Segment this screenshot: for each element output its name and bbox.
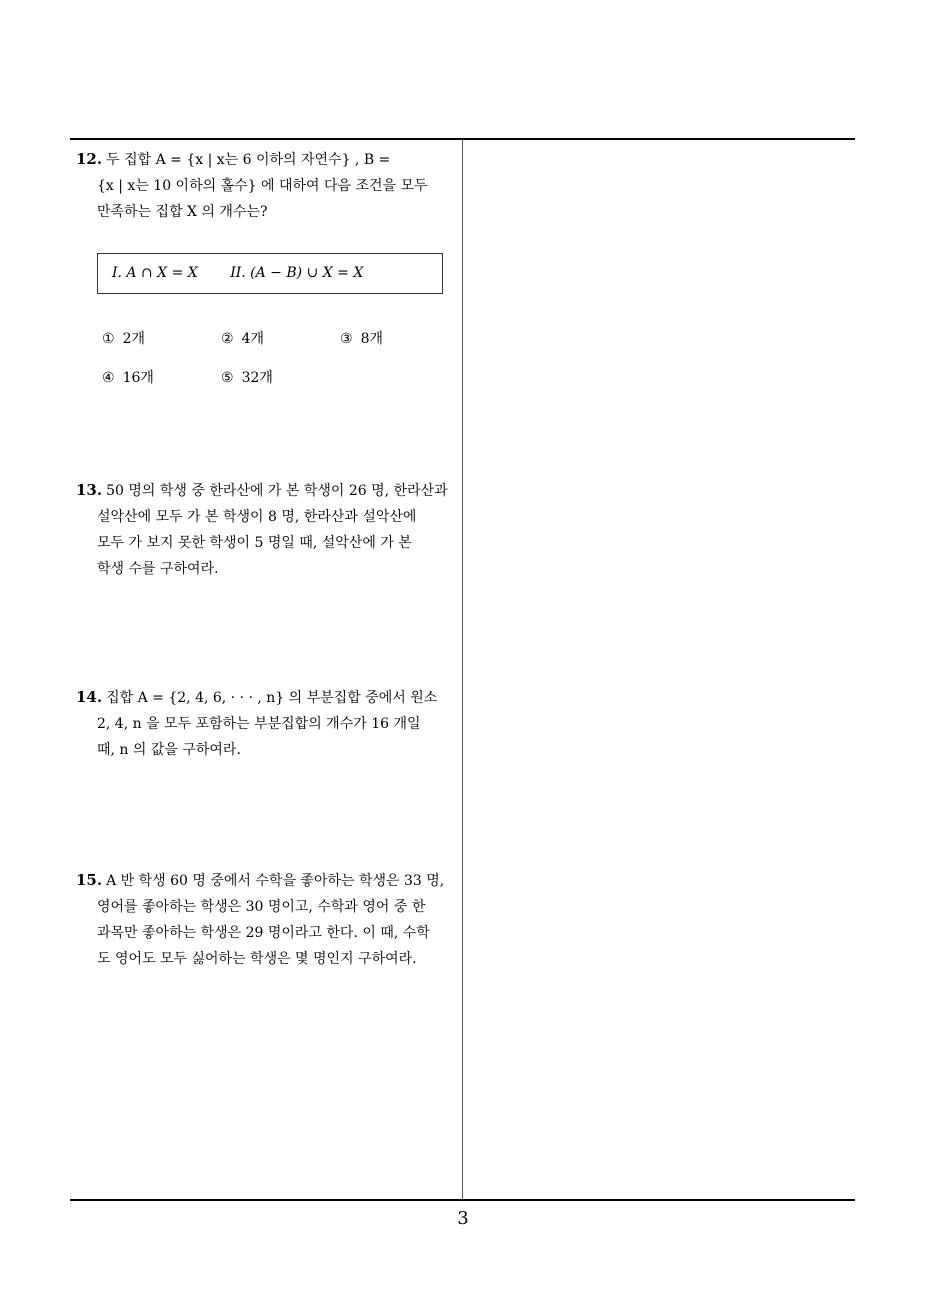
problem-13-line-2: 설악산에 모두 가 본 학생이 8 명, 한라산과 설악산에 <box>97 509 417 525</box>
problem-12 <box>76 146 456 225</box>
problem-15-line-3: 과목만 좋아하는 학생은 29 명이라고 한다. 이 때, 수학 <box>97 925 430 941</box>
problem-15-line-2: 영어를 좋아하는 학생은 30 명이고, 수학과 영어 중 한 <box>97 899 426 915</box>
condition-2: II. (A − B) ∪ X = X <box>230 265 364 281</box>
problem-13-line-3: 모두 가 보지 못한 학생이 5 명일 때, 설악산에 가 본 <box>97 535 412 551</box>
choice-3: ③ 8개 <box>340 331 383 347</box>
problem-12-line-2: {x | x는 10 이하의 홀수} 에 대하여 다음 조건을 모두 <box>97 178 428 194</box>
problem-14-number: 14. <box>76 688 103 706</box>
problem-14 <box>76 684 456 763</box>
problem-15-number: 15. <box>76 871 103 889</box>
problem-13-line-4: 학생 수를 구하여라. <box>97 561 219 577</box>
problem-13-line-1: 13. 50 명의 학생 중 한라산에 가 본 학생이 26 명, 한라산과 <box>76 481 448 499</box>
problem-13 <box>76 477 456 582</box>
column-divider <box>462 139 463 1200</box>
problem-15-line-4: 도 영어도 모두 싫어하는 학생은 몇 명인지 구하여라. <box>97 951 417 967</box>
problem-15-line-1: 15. A 반 학생 60 명 중에서 수학을 좋아하는 학생은 33 명, <box>76 871 445 889</box>
bottom-rule <box>70 1199 855 1201</box>
choice-1: ① 2개 <box>102 331 145 347</box>
problem-14-line-3: 때, n 의 값을 구하여라. <box>97 742 241 758</box>
problem-13-number: 13. <box>76 481 103 499</box>
problem-15 <box>76 867 456 972</box>
choice-4: ④ 16개 <box>102 370 154 386</box>
choice-5: ⑤ 32개 <box>221 370 273 386</box>
problem-12-number: 12. <box>76 150 103 168</box>
problem-14-line-1: 14. 집합 A = {2, 4, 6, · · · , n} 의 부분집합 중에서 원소 <box>76 688 438 706</box>
problem-14-line-2: 2, 4, n 을 모두 포함하는 부분집합의 개수가 16 개일 <box>97 716 421 732</box>
condition-1: I. A ∩ X = X <box>112 265 198 281</box>
problem-12-line-1: 12. 두 집합 A = {x | x는 6 이하의 자연수} , B = <box>76 150 391 168</box>
condition-box <box>97 253 443 294</box>
problem-12-line-3: 만족하는 집합 X 의 개수는? <box>97 204 268 220</box>
choice-2: ② 4개 <box>221 331 264 347</box>
page-number: 3 <box>457 1208 469 1229</box>
